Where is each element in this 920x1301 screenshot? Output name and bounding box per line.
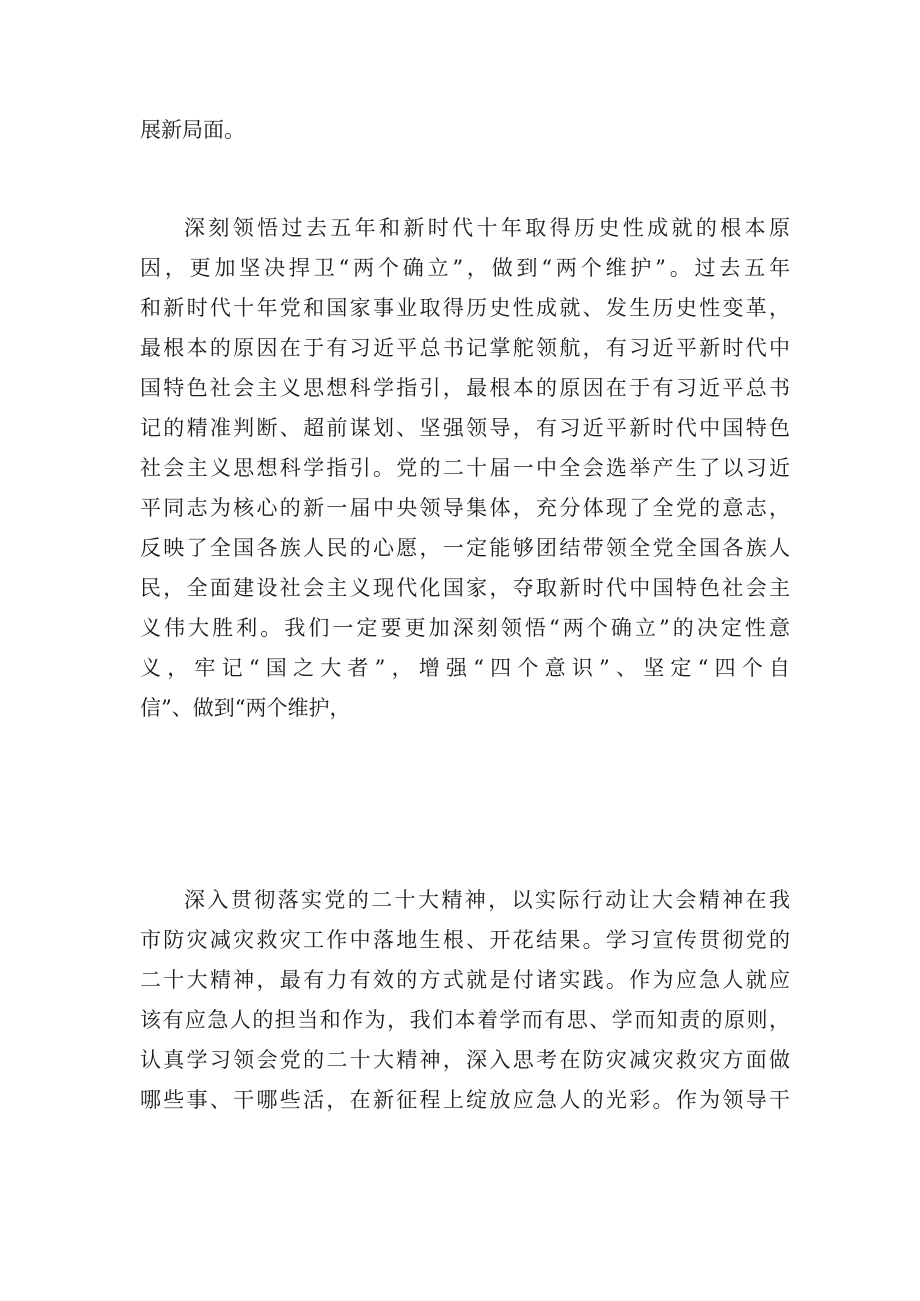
paragraph-line: 深刻领悟过去五年和新时代十年取得历史性成就的根本原 <box>184 216 790 240</box>
paragraph-line: 认真学习领会党的二十大精神，深入思考在防灾减灾救灾方面做 <box>140 1048 790 1072</box>
paragraph-two-establishments <box>140 208 790 728</box>
paragraph-line: 深入贯彻落实党的二十大精神，以实际行动让大会精神在我 <box>184 888 790 912</box>
paragraph-line: 国特色社会主义思想科学指引，最根本的原因在于有习近平总书 <box>140 376 790 400</box>
paragraph-line: 义，牢记“国之大者”，增强“四个意识”、坚定“四个自 <box>140 656 790 680</box>
paragraph-line: 信”、做到“两个维护， <box>140 696 351 720</box>
paragraph-line: 义伟大胜利。我们一定要更加深刻领悟“两个确立”的决定性意 <box>140 616 790 640</box>
paragraph-line: 二十大精神，最有力有效的方式就是付诸实践。作为应急人就应 <box>140 968 790 992</box>
paragraph-line: 社会主义思想科学指引。党的二十届一中全会选举产生了以习近 <box>140 456 790 480</box>
paragraph-line: 记的精准判断、超前谋划、坚强领导，有习近平新时代中国特色 <box>140 416 790 440</box>
paragraph-line: 该有应急人的担当和作为，我们本着学而有思、学而知责的原则， <box>140 1008 790 1032</box>
paragraph-line: 反映了全国各族人民的心愿，一定能够团结带领全党全国各族人 <box>140 536 790 560</box>
paragraph-line: 市防灾减灾救灾工作中落地生根、开花结果。学习宣传贯彻党的 <box>140 928 790 952</box>
paragraph-line: 展新局面。 <box>140 118 245 142</box>
paragraph-line: 最根本的原因在于有习近平总书记掌舵领航，有习近平新时代中 <box>140 336 790 360</box>
paragraph-continuation <box>140 110 790 150</box>
paragraph-line: 哪些事、干哪些活，在新征程上绽放应急人的光彩。作为领导干 <box>140 1088 790 1112</box>
paragraph-line: 和新时代十年党和国家事业取得历史性成就、发生历史性变革， <box>140 296 790 320</box>
paragraph-implementation <box>140 880 790 1120</box>
paragraph-line: 平同志为核心的新一届中央领导集体，充分体现了全党的意志， <box>140 496 790 520</box>
paragraph-line: 因，更加坚决捍卫“两个确立”，做到“两个维护”。过去五年 <box>140 256 790 280</box>
paragraph-line: 民，全面建设社会主义现代化国家，夺取新时代中国特色社会主 <box>140 576 790 600</box>
